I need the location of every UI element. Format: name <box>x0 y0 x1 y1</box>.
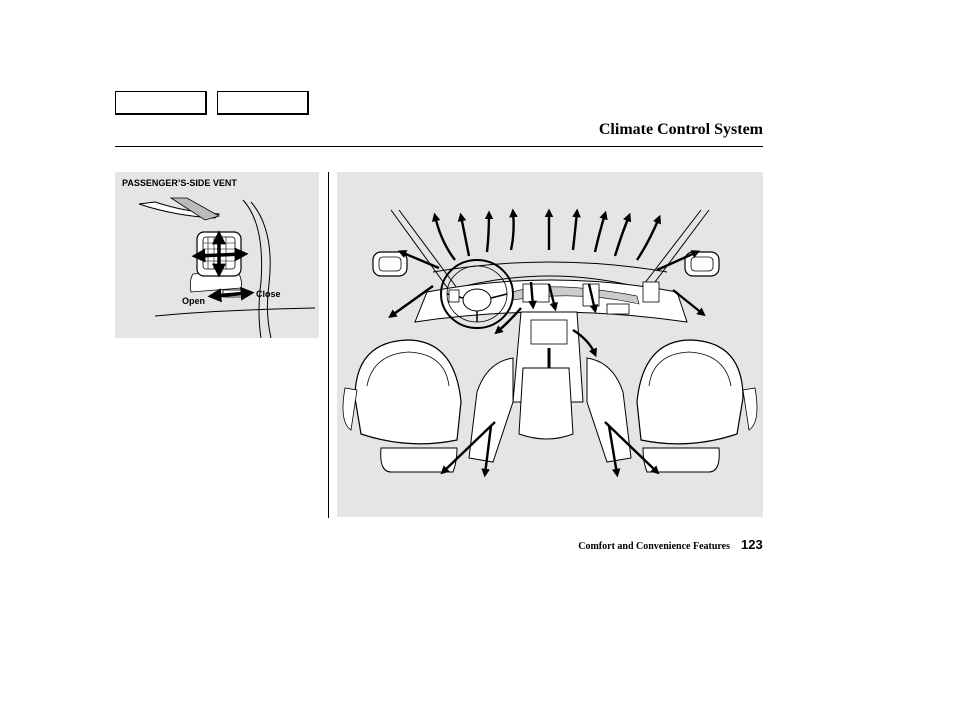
nav-button-2[interactable] <box>217 91 309 115</box>
header-rule <box>115 146 763 147</box>
vent-open-label: Open <box>182 296 206 306</box>
page-number: 123 <box>741 537 763 552</box>
vent-illustration <box>115 172 319 338</box>
passenger-vent-figure <box>115 172 319 338</box>
vent-close-label: Close <box>256 289 281 299</box>
page-title: Climate Control System <box>598 121 763 138</box>
cabin-airflow-figure <box>337 172 763 517</box>
vent-caption: PASSENGER’S-SIDE VENT <box>122 178 237 188</box>
column-divider <box>328 172 329 518</box>
nav-button-1[interactable] <box>115 91 207 115</box>
footer-section-title: Comfort and Convenience Features <box>578 541 730 552</box>
cabin-airflow-illustration <box>337 172 763 517</box>
